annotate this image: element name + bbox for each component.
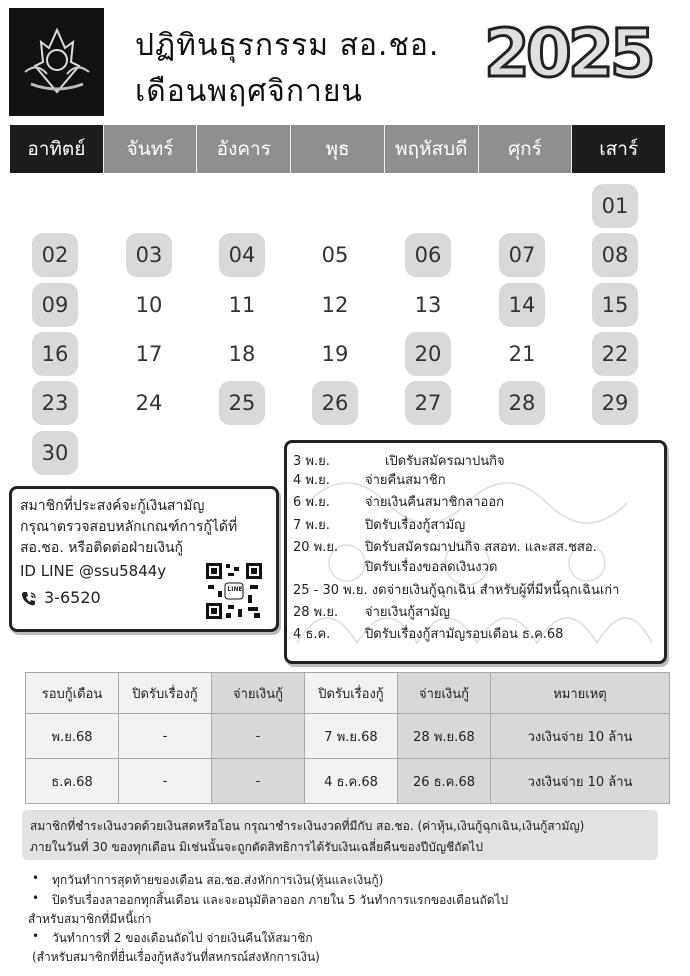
calendar-day: 11 (228, 293, 256, 317)
bullet-item-continued: (สำหรับสมาชิกที่ยื่นเรื่องกู้หลังวันที่สหกรณ์ส่งหักการเงิน) (32, 950, 320, 964)
bullet-item-continued: สำหรับสมาชิกที่มีหนี้เก่า (28, 912, 152, 926)
event-item: 25 - 30 พ.ย. งดจ่ายเงินกู้ฉุกเฉิน สำหรับผู้ที่มีหนี้ฉุกเฉินเก่า (293, 583, 620, 598)
calendar-day: 18 (228, 342, 256, 366)
calendar-day: 22 (592, 332, 638, 376)
event-item: 20 พ.ย. ปิดรับสมัครฌาปนกิจ สสอท. และสส.ชสอ. (293, 540, 597, 555)
logo (9, 8, 104, 116)
calendar-day: 01 (592, 184, 638, 228)
event-item: ปิดรับเรื่องขอลดเงินงวด (365, 560, 498, 575)
table-cell: วงเงินจ่าย 10 ล้าน (491, 714, 670, 759)
weekday-monday: จันทร์ (104, 125, 198, 173)
loan-contact-box (9, 486, 279, 632)
bullet-dot-icon: • (32, 929, 40, 943)
table-cell: วงเงินจ่าย 10 ล้าน (491, 759, 670, 804)
note-line-1: สมาชิกที่ชำระเงินงวดด้วยเงินสดหรือโอน กรุณาชำระเงินงวดที่มีกับ สอ.ชอ. (ค่าหุ้น,เงินกู้ฉุกเฉิน,เงินกู้สามัญ) (30, 819, 585, 833)
calendar-day: 14 (499, 283, 545, 327)
weekday-header (10, 125, 665, 173)
phone-number[interactable]: 3-6520 (44, 588, 101, 607)
bullet-dot-icon: • (32, 891, 40, 905)
table-cell: 26 ธ.ค.68 (398, 759, 491, 804)
table-header: จ่ายเงินกู้ (212, 673, 305, 714)
table-header: จ่ายเงินกู้ (398, 673, 491, 714)
loan-schedule-table (25, 672, 670, 804)
table-header: ปิดรับเรื่องกู้ (119, 673, 212, 714)
weekday-friday: ศุกร์ (479, 125, 573, 173)
event-item: 4 ธ.ค. ปิดรับเรื่องกู้สามัญรอบเดือน ธ.ค.68 (293, 627, 564, 642)
phone-icon (20, 590, 38, 608)
page-subtitle-month: เดือนพฤศจิกายน (135, 74, 363, 109)
bullet-dot-icon: • (32, 871, 40, 885)
table-cell: - (212, 759, 305, 804)
event-item: 7 พ.ย. ปิดรับเรื่องกู้สามัญ (293, 518, 466, 533)
calendar-day: 23 (32, 381, 78, 425)
table-row (26, 714, 670, 759)
weekday-tuesday: อังคาร (197, 125, 291, 173)
bullet-item: ปิดรับเรื่องลาออกทุกสิ้นเดือน และจะอนุมัติลาออก ภายใน 5 วันทำการแรกของเดือนถัดไป (52, 893, 509, 907)
calendar-day: 12 (321, 293, 349, 317)
table-cell: - (119, 714, 212, 759)
calendar-day: 04 (219, 233, 265, 277)
event-item: 6 พ.ย. จ่ายเงินคืนสมาชิกลาออก (293, 495, 505, 510)
calendar-day: 21 (508, 342, 536, 366)
calendar-day: 16 (32, 332, 78, 376)
calendar-day: 20 (405, 332, 451, 376)
table-row (26, 759, 670, 804)
weekday-thursday: พฤหัสบดี (385, 125, 479, 173)
calendar-day: 30 (32, 431, 78, 475)
event-item: 28 พ.ย. จ่ายเงินกู้สามัญ (293, 605, 450, 620)
calendar-day: 02 (32, 233, 78, 277)
calendar-day: 03 (126, 233, 172, 277)
table-header: ปิดรับเรื่องกู้ (305, 673, 398, 714)
year-text: 2025 (484, 15, 652, 89)
table-cell: 7 พ.ย.68 (305, 714, 398, 759)
year-badge (478, 4, 668, 89)
emblem-icon (17, 22, 97, 102)
note-line-2: ภายในวันที่ 30 ของทุกเดือน มิเช่นนั้นจะถูกตัดสิทธิการได้รับเงินเฉลี่ยคืนของปีบัญชีถัดไป (30, 840, 483, 854)
calendar-day: 24 (135, 391, 163, 415)
table-cell: พ.ย.68 (26, 714, 119, 759)
table-cell: - (212, 714, 305, 759)
qr-line-label: LINE (227, 586, 243, 593)
contact-line-1: สมาชิกที่ประสงค์จะกู้เงินสามัญ (20, 498, 205, 514)
calendar-day: 27 (405, 381, 451, 425)
calendar-day: 08 (592, 233, 638, 277)
table-header: หมายเหตุ (491, 673, 670, 714)
calendar-day: 13 (414, 293, 442, 317)
calendar-day: 10 (135, 293, 163, 317)
bullet-item: ทุกวันทำการสุดท้ายของเดือน สอ.ชอ.ส่งหักการเงิน(หุ้นและเงินกู้) (52, 873, 384, 887)
calendar-day: 06 (405, 233, 451, 277)
event-item: 3 พ.ย. เปิดรับสมัครฌาปนกิจ (293, 454, 505, 469)
calendar-day: 25 (219, 381, 265, 425)
table-cell: ธ.ค.68 (26, 759, 119, 804)
table-cell: 28 พ.ย.68 (398, 714, 491, 759)
event-item: 4 พ.ย. จ่ายคืนสมาชิก (293, 473, 446, 488)
calendar-day: 05 (321, 243, 349, 267)
payment-note (22, 810, 658, 860)
calendar-day: 09 (32, 283, 78, 327)
calendar-day: 28 (499, 381, 545, 425)
table-cell: 4 ธ.ค.68 (305, 759, 398, 804)
table-header: รอบกู้เดือน (26, 673, 119, 714)
bullet-item: วันทำการที่ 2 ของเดือนถัดไป จ่ายเงินคืนให้สมาชิก (52, 931, 313, 945)
weekday-wednesday: พุธ (291, 125, 385, 173)
events-box (284, 440, 667, 664)
weekday-sunday: อาทิตย์ (10, 125, 104, 173)
calendar-day: 26 (312, 381, 358, 425)
line-qr-code[interactable] (204, 561, 264, 621)
table-header-row (26, 673, 670, 714)
calendar-day: 29 (592, 381, 638, 425)
page-title: ปฏิทินธุรกรรม สอ.ชอ. (135, 28, 440, 63)
table-cell: - (119, 759, 212, 804)
line-id[interactable]: ID LINE @ssu5844y (20, 562, 167, 580)
calendar-day: 19 (321, 342, 349, 366)
weekday-saturday: เสาร์ (572, 125, 665, 173)
calendar-day: 17 (135, 342, 163, 366)
contact-line-2: กรุณาตรวจสอบหลักเกณฑ์การกู้ได้ที่ (20, 519, 238, 535)
calendar-day: 07 (499, 233, 545, 277)
calendar-day: 15 (592, 283, 638, 327)
contact-line-3: สอ.ชอ. หรือติดต่อฝ่ายเงินกู้ (20, 540, 183, 556)
